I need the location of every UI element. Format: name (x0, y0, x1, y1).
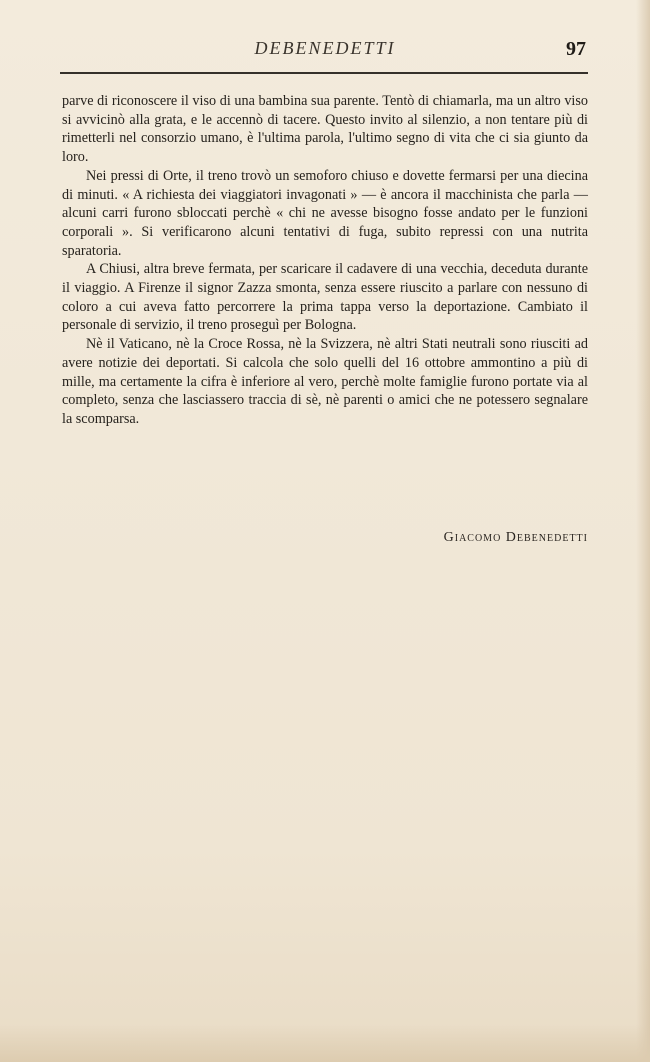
header-rule (60, 72, 588, 74)
paragraph: Nei pressi di Orte, il treno trovò un semoforo chiuso e dovette fermarsi per una diecina di minuti. « A richiesta dei viaggiatori invagonati » — è ancora il macchinista che parla — alcuni carri furono sbloccati perchè « chi ne avesse bisogno fosse andato per le funzioni corporali ». Si verificarono alcuni tentativi di fuga, subito repressi con una nutrita sparatoria. (62, 167, 588, 259)
body-text (62, 92, 588, 429)
page-number: 97 (566, 38, 586, 60)
page-bottom-shadow (0, 1024, 650, 1062)
paragraph: parve di riconoscere il viso di una bambina sua parente. Tentò di chiamarla, ma un altro viso si avvicinò alla grata, e le accennò di tacere. Questo invito al silenzio, a non tentare più di rimetterli nel consorzio umano, è l'ultima parola, l'ultimo segno di vita che ci sia giunto da loro. (62, 93, 588, 166)
running-head: DEBENEDETTI (254, 38, 396, 58)
author-signature: Giacomo Debenedetti (443, 530, 588, 545)
paragraph: Nè il Vaticano, nè la Croce Rossa, nè la Svizzera, nè altri Stati neutrali sono riusciti ad avere notizie dei deportati. Si calcola che solo quelli del 16 ottobre ammontino a più di mille, ma certamente la cifra è inferiore al vero, perchè molte famiglie furono portate via al completo, senza che lasciassero traccia di sè, nè parenti o amici che ne potessero segnalare la scomparsa. (62, 336, 588, 427)
page-header (60, 36, 590, 66)
page-edge-shadow (636, 0, 650, 1062)
paragraph: A Chiusi, altra breve fermata, per scaricare il cadavere di una vecchia, deceduta durante il viaggio. A Firenze il signor Zazza smonta, senza essere riuscito a parlare con nessuno di coloro a cui aveva fatto percorrere la prima tappa verso la deportazione. Cambiato il personale di servizio, il treno proseguì per Bologna. (62, 261, 588, 334)
